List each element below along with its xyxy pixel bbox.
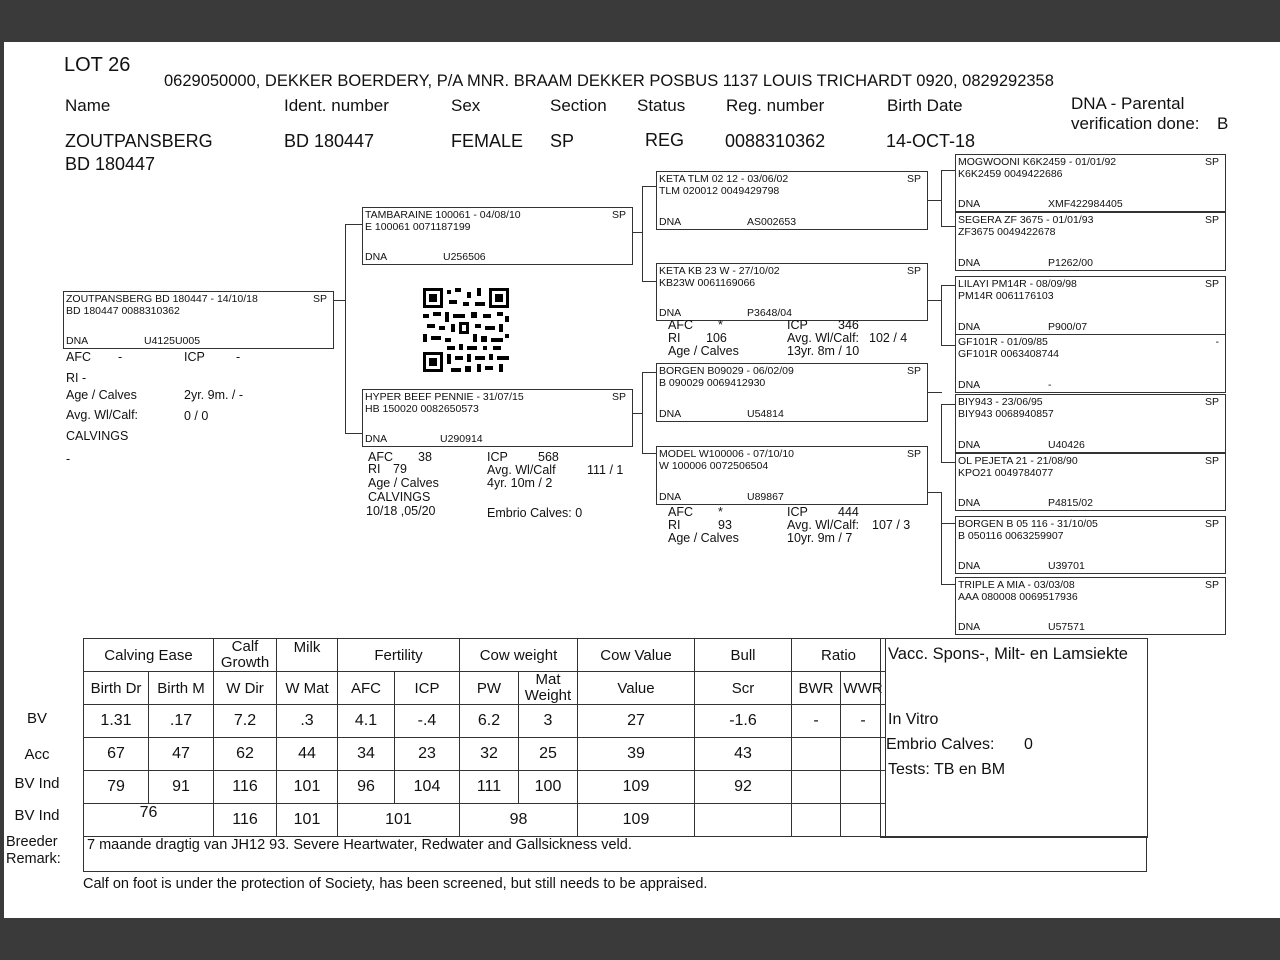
dam-icp-label: ICP	[487, 450, 508, 464]
gp4-ri: 93	[718, 518, 732, 532]
pedigree-dam: HYPER BEEF PENNIE - 31/07/15 SP HB 150020 0082650573 DNA U290914	[362, 389, 633, 447]
pedigree-gp-2: KETA KB 23 W - 27/10/02 SP KB23W 0061169066 DNA P3648/04	[656, 263, 928, 321]
breeder-remark-label: Breeder Remark:	[6, 834, 61, 867]
row-label-bv: BV	[26, 710, 47, 727]
pedigree-gp-1: KETA TLM 02 12 - 03/06/02 SP TLM 020012 0049429798 DNA AS002653	[656, 171, 928, 230]
gp4-age: 10yr. 9m / 7	[787, 531, 853, 545]
dam-avg: 111 / 1	[587, 463, 624, 477]
pedigree-ggp-5: BIY943 - 23/06/95 SP BIY943 0068940857 DNA U40426	[955, 394, 1226, 453]
pedigree-ggp-8: TRIPLE A MIA - 03/03/08 SP AAA 080008 0069517936 DNA U57571	[955, 577, 1226, 635]
label-status: Status	[637, 96, 686, 115]
gp4-ri-label: RI	[668, 518, 681, 532]
pedigree-ggp-7: BORGEN B 05 116 - 31/10/05 SP B 050116 0063259907 DNA U39701	[955, 516, 1226, 574]
vaccination-notes: Vacc. Spons-, Milt- en Lamsiekte In Vitro Embrio Calves: 0 Tests: TB en BM	[880, 638, 1148, 838]
subject-avg: 0 / 0	[184, 409, 209, 423]
subject-calvings: -	[66, 452, 71, 466]
verification-value: B	[1217, 114, 1229, 133]
animal-sex: FEMALE	[451, 131, 524, 151]
subject-afc-label: AFC	[66, 350, 91, 364]
pedigree-ggp-1: MOGWOONI K6K2459 - 01/01/92 SP K6K2459 0049422686 DNA XMF422984405	[955, 154, 1226, 212]
pedigree-subject: ZOUTPANSBERG BD 180447 - 14/10/18 SP BD 180447 0088310362 DNA U4125U005	[63, 291, 334, 349]
pedigree-gp-4: MODEL W100006 - 07/10/10 SP W 100006 0072506504 DNA U89867	[656, 446, 928, 505]
gp2-avg: 102 / 4	[869, 331, 908, 345]
ebv-table: Calving Ease Calf Growth Milk Fertility Cow weight Cow Value Bull Ratio Birth Dr Birth M W Dir W Mat AFC ICP PW Mat Weight Value Scr BWR WWR 1.31 .17 7.2 .3 4.1 -.4 6.2 3 27 -1.6 - - 67 47 62 44 34 23 32 25 39 43 79 91 116 101 96 104 111 100 109 92 76 116 101 101 98 109	[83, 638, 886, 837]
label-birth: Birth Date	[887, 96, 963, 115]
dam-afc: 38	[418, 450, 432, 464]
subject-icp: -	[236, 350, 241, 364]
gp4-icp-label: ICP	[787, 505, 808, 519]
breeder-remark: 7 maande dragtig van JH12 93. Severe Heartwater, Redwater and Gallsickness veld.	[83, 836, 1147, 872]
gp2-afc-label: AFC	[668, 318, 693, 332]
pedigree-ggp-4: GF101R - 01/09/85 - GF101R 0063408744 DNA -	[955, 334, 1226, 393]
animal-section: SP	[550, 131, 575, 151]
dam-icp: 568	[538, 450, 559, 464]
label-section: Section	[550, 96, 607, 115]
dam-age: 4yr. 10m / 2	[487, 476, 553, 490]
subject-avg-label: Avg. Wl/Calf:	[66, 408, 139, 422]
pedigree-ggp-2: SEGERA ZF 3675 - 01/01/93 SP ZF3675 0049422678 DNA P1262/00	[955, 212, 1226, 271]
gp4-avg-label: Avg. Wl/Calf:	[787, 518, 860, 532]
label-ident: Ident. number	[284, 96, 389, 115]
subject-age: 2yr. 9m. / -	[184, 388, 244, 402]
animal-ident: BD 180447	[284, 131, 375, 151]
gp2-icp-label: ICP	[787, 318, 808, 332]
gp4-icp: 444	[838, 505, 859, 519]
subject-ri: RI -	[66, 371, 87, 385]
label-name: Name	[65, 96, 111, 115]
dam-calvings: 10/18 ,05/20	[366, 504, 436, 518]
label-verification: verification done:	[1071, 114, 1200, 133]
gp2-icp: 346	[838, 318, 859, 332]
breeder-info: 0629050000, DEKKER BOERDERY, P/A MNR. BRAAM DEKKER POSBUS 1137 LOUIS TRICHARDT 0920, 0829292358	[164, 72, 1054, 90]
dam-ri: 79	[393, 462, 407, 476]
gp2-age: 13yr. 8m / 10	[787, 344, 860, 358]
gp2-ri: 106	[706, 331, 727, 345]
gp4-age-label: Age / Calves	[668, 531, 739, 545]
gp2-afc: *	[718, 318, 723, 332]
row-label-bv-ind: BV Ind	[14, 775, 60, 792]
dam-calvings-label: CALVINGS	[368, 490, 431, 504]
gp2-ri-label: RI	[668, 331, 681, 345]
dam-embrio: Embrio Calves: 0	[487, 506, 583, 520]
label-reg: Reg. number	[726, 96, 825, 115]
animal-name-2: BD 180447	[65, 154, 156, 174]
gp2-age-label: Age / Calves	[668, 344, 739, 358]
row-label-acc: Acc	[24, 746, 50, 763]
lot-number: LOT 26	[64, 54, 131, 76]
animal-status: REG	[645, 130, 685, 150]
dam-ri-label: RI	[368, 462, 381, 476]
animal-name: ZOUTPANSBERG	[65, 131, 213, 151]
subject-afc: -	[118, 350, 123, 364]
gp4-avg: 107 / 3	[872, 518, 911, 532]
pedigree-sheet	[4, 42, 1280, 918]
animal-birth: 14-OCT-18	[886, 131, 976, 151]
qr-code	[423, 288, 509, 372]
footnote: Calf on foot is under the protection of Society, has been screened, but still needs to be appraised.	[83, 876, 708, 892]
subject-icp-label: ICP	[184, 350, 205, 364]
label-sex: Sex	[451, 96, 481, 115]
dam-age-label: Age / Calves	[368, 476, 439, 490]
gp4-afc: *	[718, 505, 723, 519]
pedigree-ggp-3: LILAYI PM14R - 08/09/98 SP PM14R 0061176103 DNA P900/07	[955, 276, 1226, 335]
pedigree-sire: TAMBARAINE 100061 - 04/08/10 SP E 100061 0071187199 DNA U256506	[362, 207, 633, 265]
animal-reg: 0088310362	[725, 131, 826, 151]
pedigree-gp-3: BORGEN B09029 - 06/02/09 SP B 090029 0069412930 DNA U54814	[656, 363, 928, 422]
gp2-avg-label: Avg. Wl/Calf:	[787, 331, 860, 345]
label-dna-parental: DNA - Parental	[1071, 94, 1185, 113]
pedigree-ggp-6: OL PEJETA 21 - 21/08/90 SP KPO21 0049784077 DNA P4815/02	[955, 453, 1226, 511]
subject-age-label: Age / Calves	[66, 388, 137, 402]
row-label-bv-ind-2: BV Ind	[14, 807, 60, 824]
dam-afc-label: AFC	[368, 450, 393, 464]
subject-calvings-label: CALVINGS	[66, 429, 129, 443]
dam-avg-label: Avg. Wl/Calf	[487, 463, 556, 477]
gp4-afc-label: AFC	[668, 505, 693, 519]
